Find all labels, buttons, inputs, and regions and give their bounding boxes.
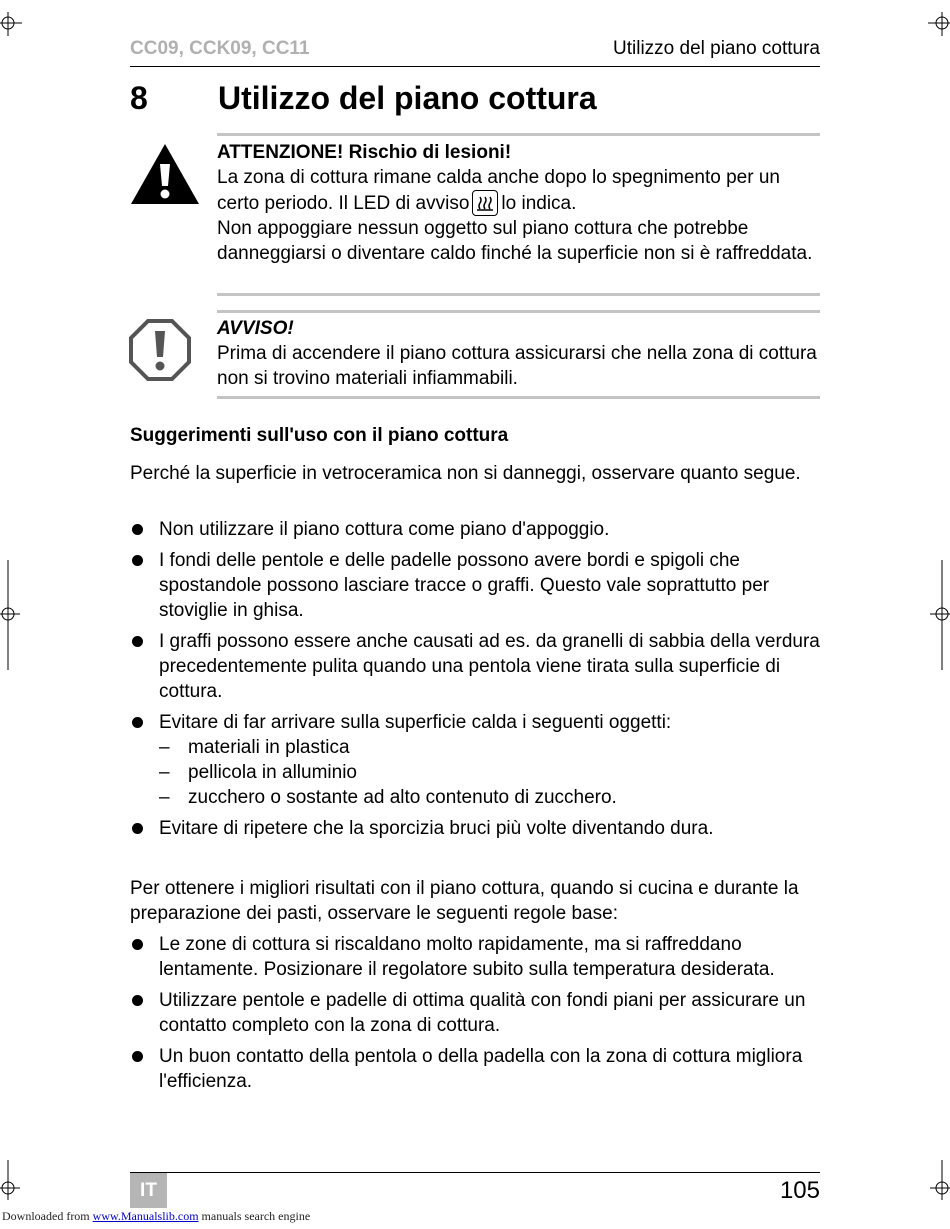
- best-list: [130, 932, 820, 1100]
- sub-list-item: – materiali in plastica: [159, 737, 350, 758]
- crop-mark-icon: [0, 1160, 22, 1200]
- warning-bottom-rule: [217, 293, 820, 296]
- list-item: Utilizzare pentole e padelle di ottima qualità con fondi piani per assicurare un contatto completo con la zona di cottura.: [130, 988, 820, 1038]
- section-subheading: Suggerimenti sull'uso con il piano cottura: [130, 425, 509, 446]
- crop-mark-icon: [0, 10, 26, 36]
- notice-octagon-icon: [129, 319, 191, 381]
- notice-heading: AVVISO!: [217, 318, 294, 339]
- bullet-icon: [132, 636, 143, 647]
- footer-divider: [130, 1172, 820, 1173]
- warning-text-b: lo indica.: [501, 193, 577, 214]
- warning-text-c: Non appoggiare nessun oggetto sul piano cottura che potrebbe danneggiarsi o diventare caldo finché la superficie non si è raffreddata.: [217, 218, 813, 264]
- header-divider: [130, 66, 820, 67]
- notice-block: [217, 316, 820, 391]
- download-note: Downloaded from www.Manualslib.com manuals search engine: [2, 1209, 311, 1223]
- notice-top-rule: [217, 310, 820, 313]
- warning-triangle-icon: [129, 142, 201, 206]
- notice-bottom-rule: [217, 396, 820, 399]
- list-item: Evitare di far arrivare sulla superficie calda i seguenti oggetti: – materiali in plastica – pellicola in alluminio – zucchero o sostante ad alto contenuto di zucchero.: [130, 710, 820, 810]
- header-section-title: Utilizzo del piano cottura: [613, 38, 820, 59]
- tips-intro: Perché la superficie in vetroceramica non si danneggi, osservare quanto segue.: [130, 463, 801, 484]
- page-number: 105: [779, 1177, 820, 1204]
- page-title: Utilizzo del piano cottura: [218, 80, 597, 116]
- list-item: Evitare di ripetere che la sporcizia bruci più volte diventando dura.: [130, 816, 820, 841]
- notice-text: Prima di accendere il piano cottura assicurarsi che nella zona di cottura non si trovino materiali infiammabili.: [217, 343, 817, 389]
- header-models: CC09, CCK09, CC11: [130, 38, 310, 59]
- bullet-icon: [132, 555, 143, 566]
- list-item: Le zone di cottura si riscaldano molto rapidamente, ma si raffreddano lentamente. Posizionare il regolatore subito sulla temperatura desiderata.: [130, 932, 820, 982]
- crop-mark-icon: [928, 1160, 950, 1200]
- warning-text-a: La zona di cottura rimane calda anche dopo lo spegnimento per un certo periodo. Il LED di avviso: [217, 167, 780, 214]
- list-item: Non utilizzare il piano cottura come piano d'appoggio.: [130, 517, 820, 542]
- warning-top-rule: [217, 133, 820, 136]
- list-item: Un buon contatto della pentola o della padella con la zona di cottura migliora l'efficienza.: [130, 1044, 820, 1094]
- list-item: I fondi delle pentole e delle padelle possono avere bordi e spigoli che spostandole possono lasciare tracce o graffi. Questo vale soprattutto per stoviglie in ghisa.: [130, 548, 820, 623]
- warning-heading: ATTENZIONE! Rischio di lesioni!: [217, 142, 512, 163]
- crop-mark-icon: [924, 10, 950, 36]
- sub-list-item: – pellicola in alluminio: [159, 762, 357, 783]
- chapter-number: 8: [130, 80, 148, 116]
- list-item: I graffi possono essere anche causati ad es. da granelli di sabbia della verdura precedentemente pulita quando una pentola viene tirata sulla superficie di cottura.: [130, 629, 820, 704]
- bullet-icon: [132, 1051, 143, 1062]
- warning-block: [217, 140, 820, 266]
- crop-mark-icon: [0, 560, 22, 670]
- sub-list-item: – zucchero o sostante ad alto contenuto di zucchero.: [159, 787, 617, 808]
- manualslib-link[interactable]: www.Manualslib.com: [92, 1209, 199, 1223]
- bullet-icon: [132, 717, 143, 728]
- bullet-icon: [132, 939, 143, 950]
- language-badge: IT: [130, 1173, 167, 1208]
- crop-mark-icon: [928, 560, 950, 670]
- hot-surface-led-icon: [472, 190, 498, 216]
- warning-text: [217, 165, 820, 216]
- tips-list: [130, 517, 820, 847]
- bullet-icon: [132, 995, 143, 1006]
- bullet-icon: [132, 524, 143, 535]
- best-intro: Per ottenere i migliori risultati con il piano cottura, quando si cucina e durante la preparazione dei pasti, osservare le seguenti regole base:: [130, 878, 799, 924]
- bullet-icon: [132, 823, 143, 834]
